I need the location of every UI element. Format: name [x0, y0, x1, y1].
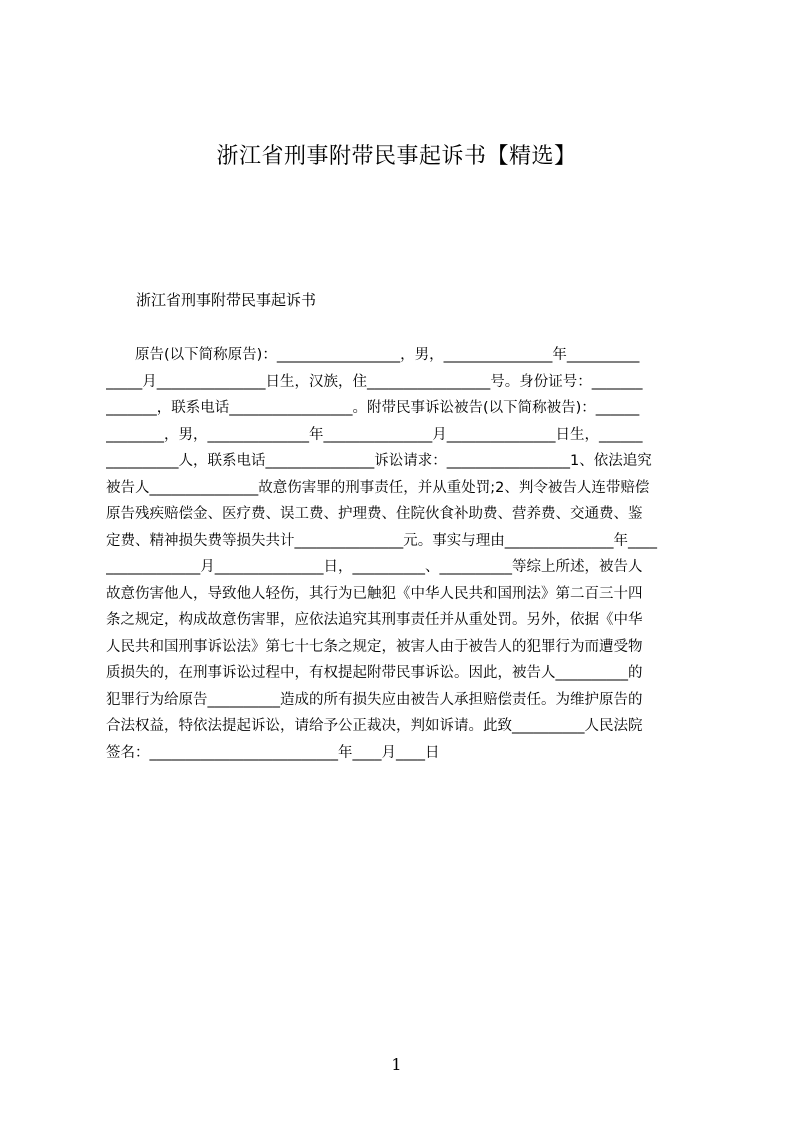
body-line: 质损失的，在刑事诉讼过程中，有权提起附带民事诉讼。因此，被告人__________的 [106, 665, 643, 681]
body-line: 原告(以下简称原告)：_________________，男，_______________年__________ [106, 347, 640, 363]
document-title: 浙江省刑事附带民事起诉书【精选】 [216, 144, 577, 169]
signature-line: 签名：__________________________年____月____日 [106, 744, 440, 761]
document-subtitle: 浙江省刑事附带民事起诉书 [136, 291, 317, 309]
body-line: __________人，联系电话_______________诉讼请求：_________________1、依法追究 [106, 453, 652, 469]
body-line: 犯罪行为给原告__________造成的所有损失应由被告人承担赔偿责任。为维护原告的 [106, 691, 643, 708]
body-line: 定费、精神损失费等损失共计_______________元。事实与理由_______________年____ [106, 532, 657, 549]
body-line: 人民共和国刑事诉讼法》第七十七条之规定，被害人由于被告人的犯罪行为而遭受物 [106, 638, 643, 655]
body-line: _______，联系电话_________________。附带民事诉讼被告(以下简称被告)：______ [106, 400, 640, 416]
page-number: 1 [391, 1055, 402, 1074]
body-line: _____________月_______________日，__________、__________等综上所述，被告人 [106, 559, 643, 575]
document-body [106, 342, 698, 766]
body-line: 条之规定，构成故意伤害罪，应依法追究其刑事责任并从重处罚。另外，依据《中华 [106, 612, 643, 628]
body-line: 原告残疾赔偿金、医疗费、误工费、护理费、住院伙食补助费、营养费、交通费、鉴 [106, 506, 643, 522]
body-line: ________，男，______________年_______________月_______________日生，______ [106, 426, 643, 443]
body-line: 被告人_______________故意伤害罪的刑事责任，并从重处罚;2、判令被告人连带赔偿 [106, 479, 650, 496]
body-line: 合法权益，特依法提起诉讼，请给予公正裁决，判如诉请。此致__________人民法院 [106, 718, 643, 734]
body-line: 故意伤害他人，导致他人轻伤，其行为已触犯《中华人民共和国刑法》第二百三十四 [106, 585, 643, 602]
body-line: _____月_______________日生，汉族，住_________________号。身份证号：_______ [106, 373, 643, 390]
